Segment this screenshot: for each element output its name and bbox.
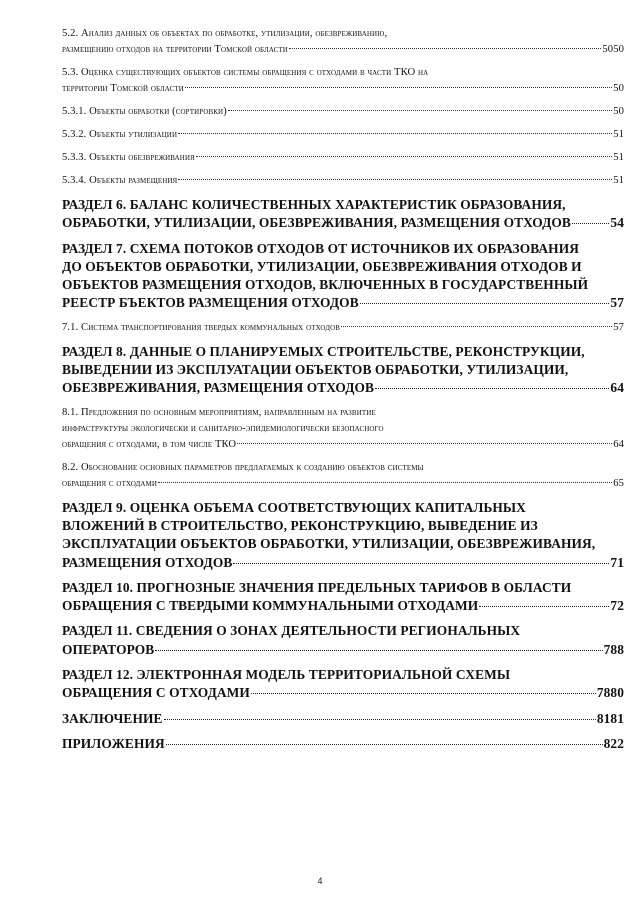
dot-leader [164,718,596,720]
toc-page-number: 71 [610,554,624,570]
toc-subsection-entry[interactable] [62,173,624,189]
toc-entry-title: 8.2. Обоснование основных параметров предлагаемых к созданию объектов системы [62,461,424,473]
toc-page-number: 788 [603,641,624,657]
toc-entry-line [62,294,624,312]
toc-page-number: 64 [610,380,624,396]
toc-entry-line [62,173,624,189]
toc-entry-title: 7.1. Система транспортирования твердых коммунальных отходов [62,321,341,333]
toc-entry-line [62,150,624,166]
toc-entry-title: размещению отходов на территории Томской области [62,44,288,55]
toc-entry-line [62,579,624,597]
toc-entry-title: ВЛОЖЕНИЙ В СТРОИТЕЛЬСТВО, РЕКОНСТРУКЦИЮ, ВЫВЕДЕНИЕ ИЗ [62,517,538,533]
toc-entry-title: ВЫВЕДЕНИИ ИЗ ЭКСПЛУАТАЦИИ ОБЪЕКТОВ ОБРАБОТКИ, УТИЛИЗАЦИИ, [62,362,569,378]
toc-section-entry[interactable] [62,499,624,572]
toc-page-number: 64 [613,438,624,450]
toc-entry-line [62,535,624,553]
dot-leader [341,325,612,327]
toc-entry-title: РАЗДЕЛ 9. ОЦЕНКА ОБЪЕМА СООТВЕТСТВУЮЩИХ КАПИТАЛЬНЫХ [62,499,526,515]
toc-entry-line [62,320,624,336]
toc-entry-line [62,597,624,615]
toc-entry-title: РАЗДЕЛ 11. СВЕДЕНИЯ О ЗОНАХ ДЕЯТЕЛЬНОСТИ РЕГИОНАЛЬНЫХ [62,623,521,639]
toc-entry-line [62,421,624,437]
toc-entry-line [62,276,624,294]
toc-section-entry[interactable] [62,710,624,728]
toc-page-number: 57 [613,321,624,333]
toc-page-number: 65 [613,477,624,489]
toc-page-number: 51 [613,175,624,186]
page-number: 4 [317,876,323,886]
toc-entry-title: РАЗДЕЛ 10. ПРОГНОЗНЫЕ ЗНАЧЕНИЯ ПРЕДЕЛЬНЫХ ТАРИФОВ В ОБЛАСТИ [62,579,572,595]
toc-entry-title: ЗАКЛЮЧЕНИЕ [62,710,163,726]
toc-entry-title: ОБЕЗВРЕЖИВАНИЯ, РАЗМЕЩЕНИЯ ОТХОДОВ [62,380,375,396]
dot-leader [289,47,601,49]
toc-entry-title: РАЗДЕЛ 7. СХЕМА ПОТОКОВ ОТХОДОВ ОТ ИСТОЧНИКОВ ИХ ОБРАЗОВАНИЯ [62,240,579,256]
toc-entry-line [62,26,624,42]
dot-leader [178,178,612,180]
toc-entry-line [62,127,624,143]
toc-page-number: 50 [613,83,624,94]
dot-leader [158,481,612,483]
dot-leader [233,562,609,564]
dot-leader [572,222,609,224]
toc-page-number: 822 [603,735,624,751]
toc-page-number: 8181 [596,710,624,726]
toc-entry-line [62,735,624,753]
toc-section-entry[interactable] [62,240,624,313]
toc-entry-line [62,476,624,492]
dot-leader [185,86,612,88]
toc-section-entry[interactable] [62,579,624,616]
toc-entry-line [62,343,624,361]
toc-entry-title: РЕЕСТР БЪЕКТОВ РАЗМЕЩЕНИЯ ОТХОДОВ [62,295,359,311]
toc-entry-line [62,65,624,81]
toc-section-entry[interactable] [62,622,624,659]
toc-entry-line [62,379,624,397]
toc-entry-line [62,684,624,702]
toc-entry-line [62,240,624,258]
toc-subsection-entry[interactable] [62,405,624,453]
toc-page-number: 57 [610,295,624,311]
dot-leader [375,387,609,389]
toc-entry-title: ОБЪЕКТОВ РАЗМЕЩЕНИЯ ОТХОДОВ, ВКЛЮЧЕННЫХ В ГОСУДАРСТВЕННЫЙ [62,277,589,293]
toc-entry-title: инфраструктуры экологически и санитарно-эпидемиологически безопасного [62,422,384,434]
toc-section-entry[interactable] [62,196,624,233]
toc-entry-title: ОПЕРАТОРОВ [62,641,155,657]
toc-subsection-entry[interactable] [62,150,624,166]
dot-leader [196,155,612,157]
toc-entry-line [62,641,624,659]
toc-entry-line [62,214,624,232]
toc-entry-line [62,196,624,214]
toc-section-entry[interactable] [62,343,624,398]
toc-entry-title: 5.2. Анализ данных об объектах по обработке, утилизации, обезвреживанию, [62,28,388,39]
toc-page-number: 7880 [596,685,624,701]
toc-entry-line [62,81,624,97]
toc-entry-line [62,258,624,276]
toc-entry-line [62,42,624,58]
dot-leader [360,302,610,304]
toc-entry-title: ОБРАБОТКИ, УТИЛИЗАЦИИ, ОБЕЗВРЕЖИВАНИЯ, РАЗМЕЩЕНИЯ ОТХОДОВ [62,215,571,231]
toc-entry-title: 5.3.1. Объекты обработки (сортировки) [62,106,227,117]
dot-leader [228,109,612,111]
toc-entry-title: РАЗДЕЛ 6. БАЛАНС КОЛИЧЕСТВЕННЫХ ХАРАКТЕРИСТИК ОБРАЗОВАНИЯ, [62,197,566,212]
toc-subsection-entry[interactable] [62,320,624,336]
toc-entry-title: РАЗДЕЛ 8. ДАННЫЕ О ПЛАНИРУЕМЫХ СТРОИТЕЛЬСТВЕ, РЕКОНСТРУКЦИИ, [62,343,585,359]
table-of-contents [62,26,624,760]
toc-entry-title: 5.3.2. Объекты утилизации [62,129,178,140]
toc-entry-title: территории Томской области [62,83,184,94]
dot-leader [251,692,596,694]
toc-entry-line [62,710,624,728]
toc-entry-title: обращения с отходами [62,477,158,489]
dot-leader [237,442,612,444]
dot-leader [155,649,602,651]
toc-subsection-entry[interactable] [62,460,624,492]
toc-subsection-entry[interactable] [62,65,624,97]
toc-section-entry[interactable] [62,735,624,753]
toc-page-number: 50 [613,106,624,117]
toc-entry-title: ОБРАЩЕНИЯ С ТВЕРДЫМИ КОММУНАЛЬНЫМИ ОТХОДАМИ [62,598,479,614]
toc-entry-title: 5.3.3. Объекты обезвреживания [62,152,195,163]
toc-entry-title: ПРИЛОЖЕНИЯ [62,735,165,751]
toc-page-number: 5050 [602,44,624,55]
toc-subsection-entry[interactable] [62,26,624,58]
toc-entry-title: 8.1. Предложения по основным мероприятиям, направленным на развитие [62,406,376,418]
toc-entry-line [62,499,624,517]
toc-page-number: 51 [613,129,624,140]
toc-entry-line [62,104,624,120]
toc-entry-line [62,517,624,535]
toc-entry-title: 5.3.4. Объекты размещения [62,175,178,186]
toc-page-number: 72 [610,598,624,614]
toc-subsection-entry[interactable] [62,127,624,143]
toc-entry-title: ОБРАЩЕНИЯ С ОТХОДАМИ [62,685,250,701]
toc-entry-line [62,405,624,421]
toc-entry-line [62,622,624,640]
dot-leader [166,743,603,745]
dot-leader [479,605,609,607]
toc-entry-title: ЭКСПЛУАТАЦИИ ОБЪЕКТОВ ОБРАБОТКИ, УТИЛИЗАЦИИ, ОБЕЗВРЕЖИВАНИЯ, [62,536,596,552]
toc-subsection-entry[interactable] [62,104,624,120]
toc-section-entry[interactable] [62,666,624,703]
dot-leader [178,132,612,134]
toc-entry-title: РАЗДЕЛ 12. ЭЛЕКТРОННАЯ МОДЕЛЬ ТЕРРИТОРИАЛЬНОЙ СХЕМЫ [62,667,511,683]
toc-page-number: 51 [613,152,624,163]
toc-entry-line [62,666,624,684]
toc-entry-line [62,460,624,476]
toc-entry-line [62,361,624,379]
toc-page-number: 54 [610,215,624,231]
toc-entry-title: обращения с отходами, в том числе ТКО [62,438,237,450]
toc-entry-title: РАЗМЕЩЕНИЯ ОТХОДОВ [62,554,233,570]
toc-entry-line [62,554,624,572]
toc-entry-title: ДО ОБЪЕКТОВ ОБРАБОТКИ, УТИЛИЗАЦИИ, ОБЕЗВРЕЖИВАНИЯ ОТХОДОВ И [62,258,582,274]
toc-entry-title: 5.3. Оценка существующих объектов системы обращения с отходами в части ТКО на [62,67,429,78]
toc-entry-line [62,437,624,453]
